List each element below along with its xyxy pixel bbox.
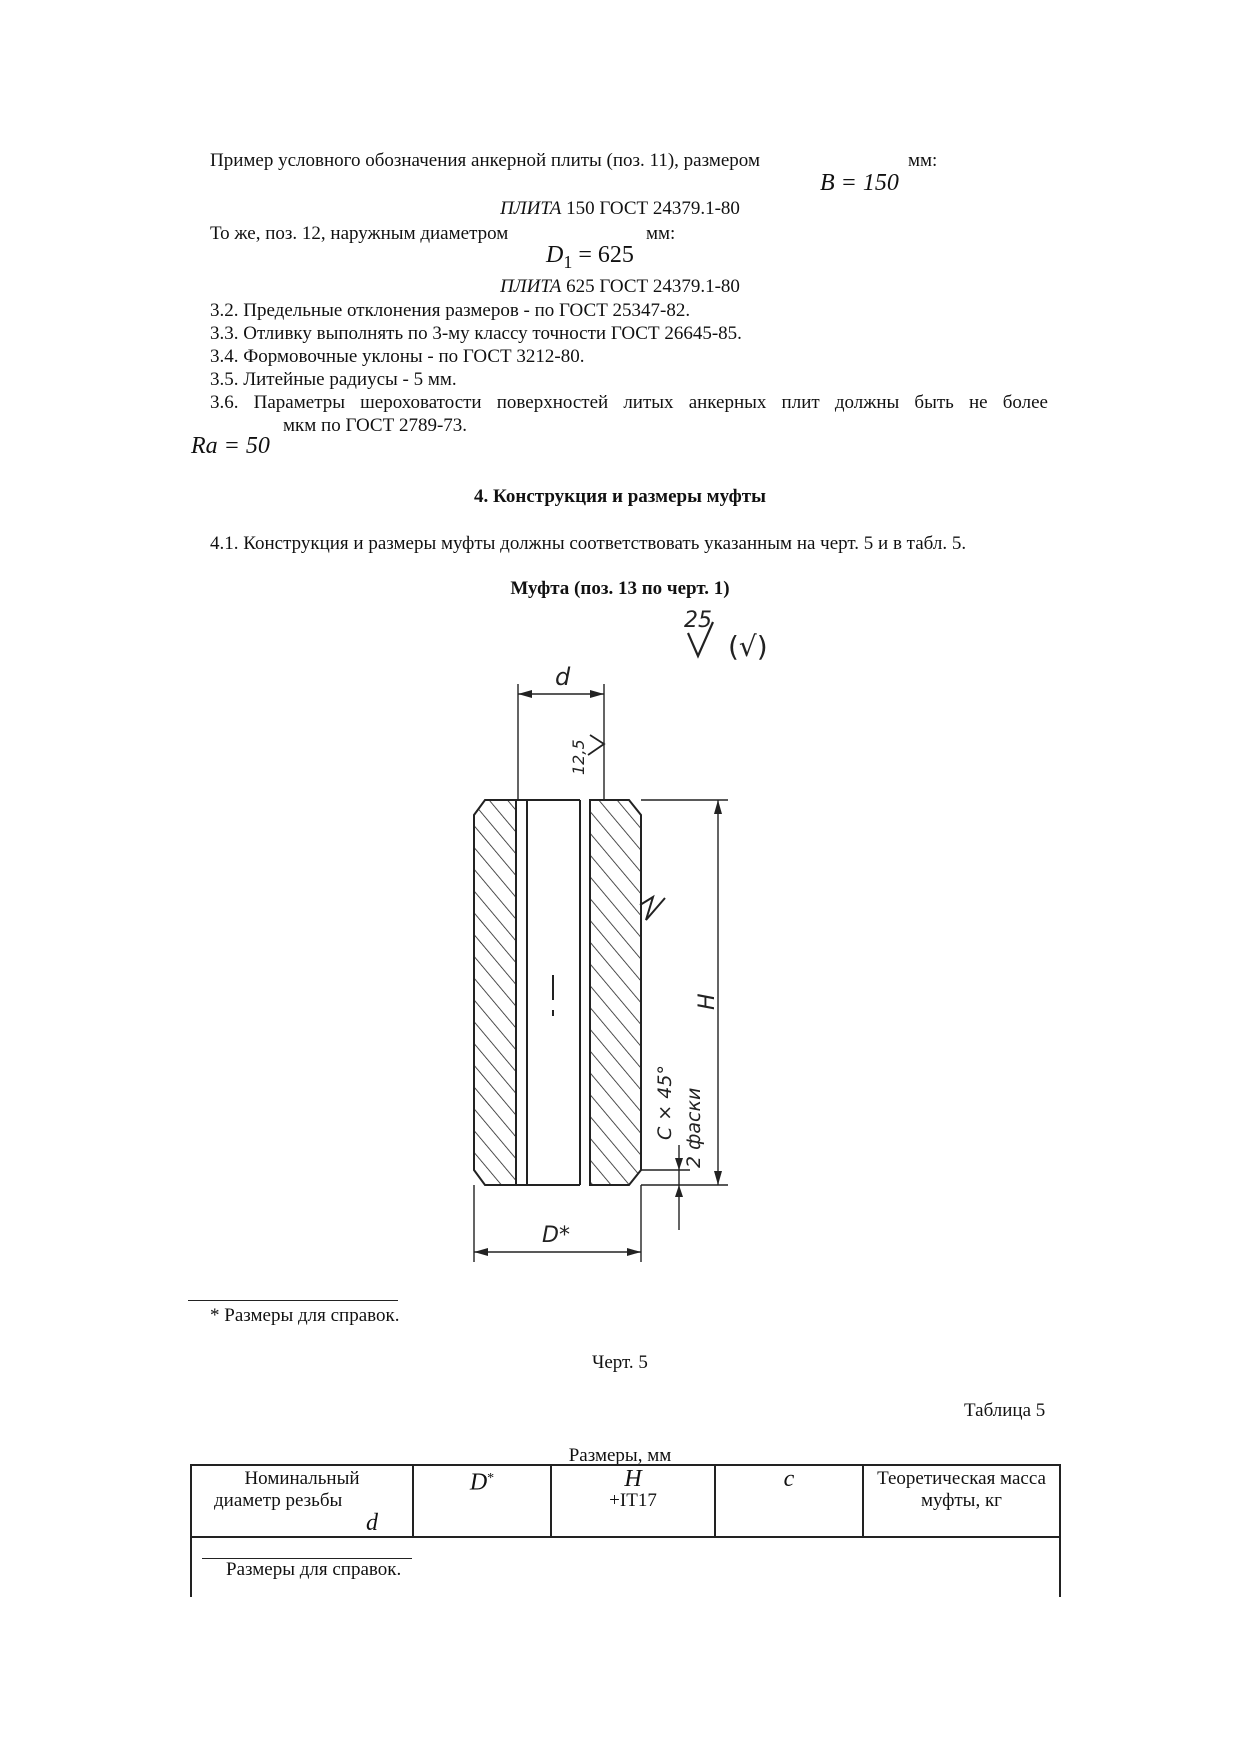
item-3-6-cont: мкм по ГОСТ 2789-73. (283, 415, 468, 436)
svg-text:H: H (695, 993, 720, 1010)
svg-text:C × 45°: C × 45° (654, 1065, 676, 1140)
table-footnote: Размеры для справок. (226, 1559, 402, 1580)
unit-mm-2: мм: (646, 223, 676, 244)
designation-plate-625: ПЛИТА 625 ГОСТ 24379.1-80 (500, 276, 740, 297)
svg-text:25: 25 (684, 608, 712, 633)
roughness-symbol (684, 608, 768, 663)
item-3-4: 3.4. Формовочные уклоны - по ГОСТ 3212-80. (210, 346, 585, 367)
designation-plate-150: ПЛИТА 150 ГОСТ 24379.1-80 (500, 198, 740, 219)
dimensions-table (190, 1464, 1061, 1597)
col-header-mass: Теоретическая масса муфты, кг (863, 1465, 1060, 1537)
item-3-5: 3.5. Литейные радиусы - 5 мм. (210, 369, 457, 390)
chamfer-annotation (641, 1065, 705, 1230)
svg-text:D*: D* (542, 1223, 570, 1248)
item-3-6: 3.6. Параметры шероховатости поверхностей литых анкерных плит должны быть не более (210, 392, 1048, 413)
footnote-rule (188, 1300, 398, 1301)
svg-text:2 фаски: 2 фаски (683, 1087, 705, 1168)
paragraph-4-1: 4.1. Конструкция и размеры муфты должны соответствовать указанным на черт. 5 и в табл. 5. (210, 533, 967, 554)
item-3-2: 3.2. Предельные отклонения размеров - по ГОСТ 25347-82. (210, 300, 691, 321)
svg-text:(√): (√) (728, 630, 768, 663)
unit-mm: мм: (908, 150, 938, 171)
formula-d1-625: $D_1 = 625$ (546, 242, 634, 272)
col-header-c: c (715, 1465, 863, 1537)
figure-caption: Черт. 5 (592, 1352, 648, 1373)
table-label: Таблица 5 (964, 1400, 1046, 1421)
table-footnote-row (191, 1537, 1060, 1597)
col-header-thread: Номинальный диаметр резьбы d (191, 1465, 413, 1537)
section-heading: 4. Конструкция и размеры муфты (474, 486, 766, 507)
footnote-reference: * Размеры для справок. (210, 1305, 400, 1326)
paragraph-example-plate: Пример условного обозначения анкерной плиты (поз. 11), размером (210, 150, 760, 171)
item-3-3: 3.3. Отливку выполнять по 3-му классу точности ГОСТ 26645-85. (210, 323, 742, 344)
svg-text:d: d (555, 663, 571, 691)
drawing-title: Муфта (поз. 13 по черт. 1) (510, 578, 730, 599)
formula-b-150: B = 150 (820, 170, 899, 196)
paragraph-same-pos12: То же, поз. 12, наружным диаметром (210, 223, 509, 244)
roughness-12-5 (569, 735, 604, 775)
dimension-d (518, 663, 604, 800)
col-header-d-star: D* (413, 1465, 551, 1537)
formula-ra-50: Ra = 50 (191, 433, 270, 459)
col-header-h: H +IT17 (551, 1465, 715, 1537)
svg-text:12,5: 12,5 (569, 739, 588, 775)
dimension-d-star (474, 1185, 641, 1262)
table-caption: Размеры, мм (568, 1445, 672, 1466)
